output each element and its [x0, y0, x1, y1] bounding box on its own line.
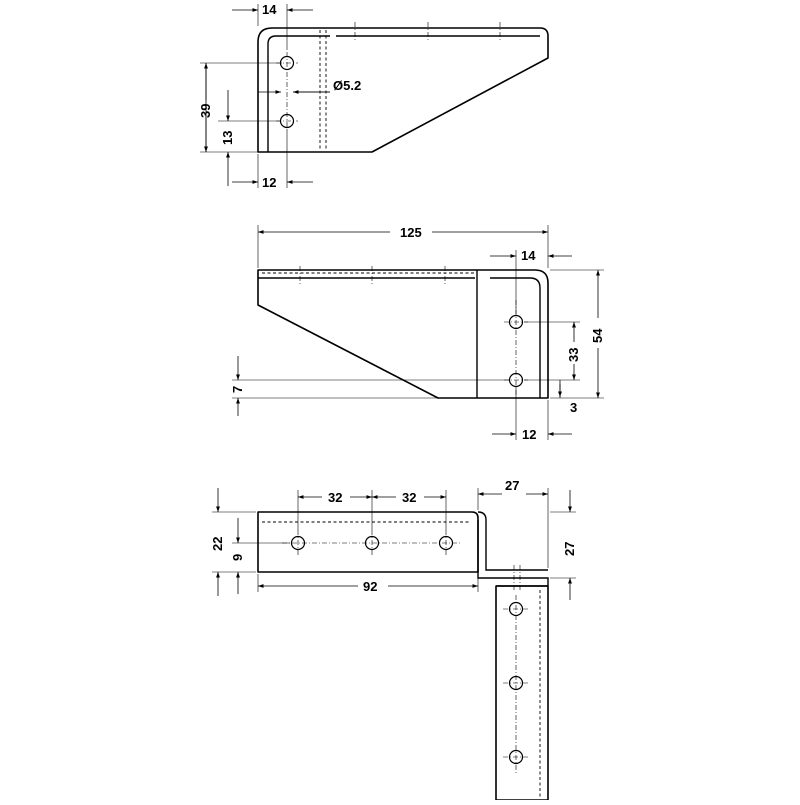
plan-offset-corner — [478, 512, 486, 520]
dim-label-9: 9 — [230, 553, 245, 561]
dim-label-27-h: 27 — [505, 478, 520, 493]
dim-label-32-b: 32 — [402, 490, 417, 505]
dim-label-32-a: 32 — [328, 490, 343, 505]
dim-label-27-v: 27 — [562, 541, 577, 556]
dim-label-54: 54 — [590, 328, 605, 343]
dim-label-7: 7 — [230, 385, 245, 393]
dim-label-13: 13 — [220, 130, 235, 145]
bracket-view-side — [230, 225, 605, 442]
dim-label-33: 33 — [566, 347, 581, 362]
dim-label-12-side: 12 — [522, 427, 537, 442]
bracket-side-outline — [258, 270, 548, 398]
dim-label-39: 39 — [198, 103, 213, 118]
dim-label-125: 125 — [400, 225, 422, 240]
dim-label-92: 92 — [363, 579, 378, 594]
bracket-top-outline — [258, 28, 548, 152]
bracket-view-top — [198, 2, 548, 190]
dim-label-hole-diameter: Ø5.2 — [333, 78, 362, 93]
bracket-view-plan — [210, 478, 577, 800]
dim-label-14: 14 — [262, 2, 277, 17]
dim-label-22: 22 — [210, 536, 225, 551]
dim-label-12: 12 — [262, 175, 277, 190]
plan-offset-bend — [478, 520, 548, 586]
dim-label-3: 3 — [570, 400, 578, 415]
dim-label-14-side: 14 — [521, 248, 536, 263]
